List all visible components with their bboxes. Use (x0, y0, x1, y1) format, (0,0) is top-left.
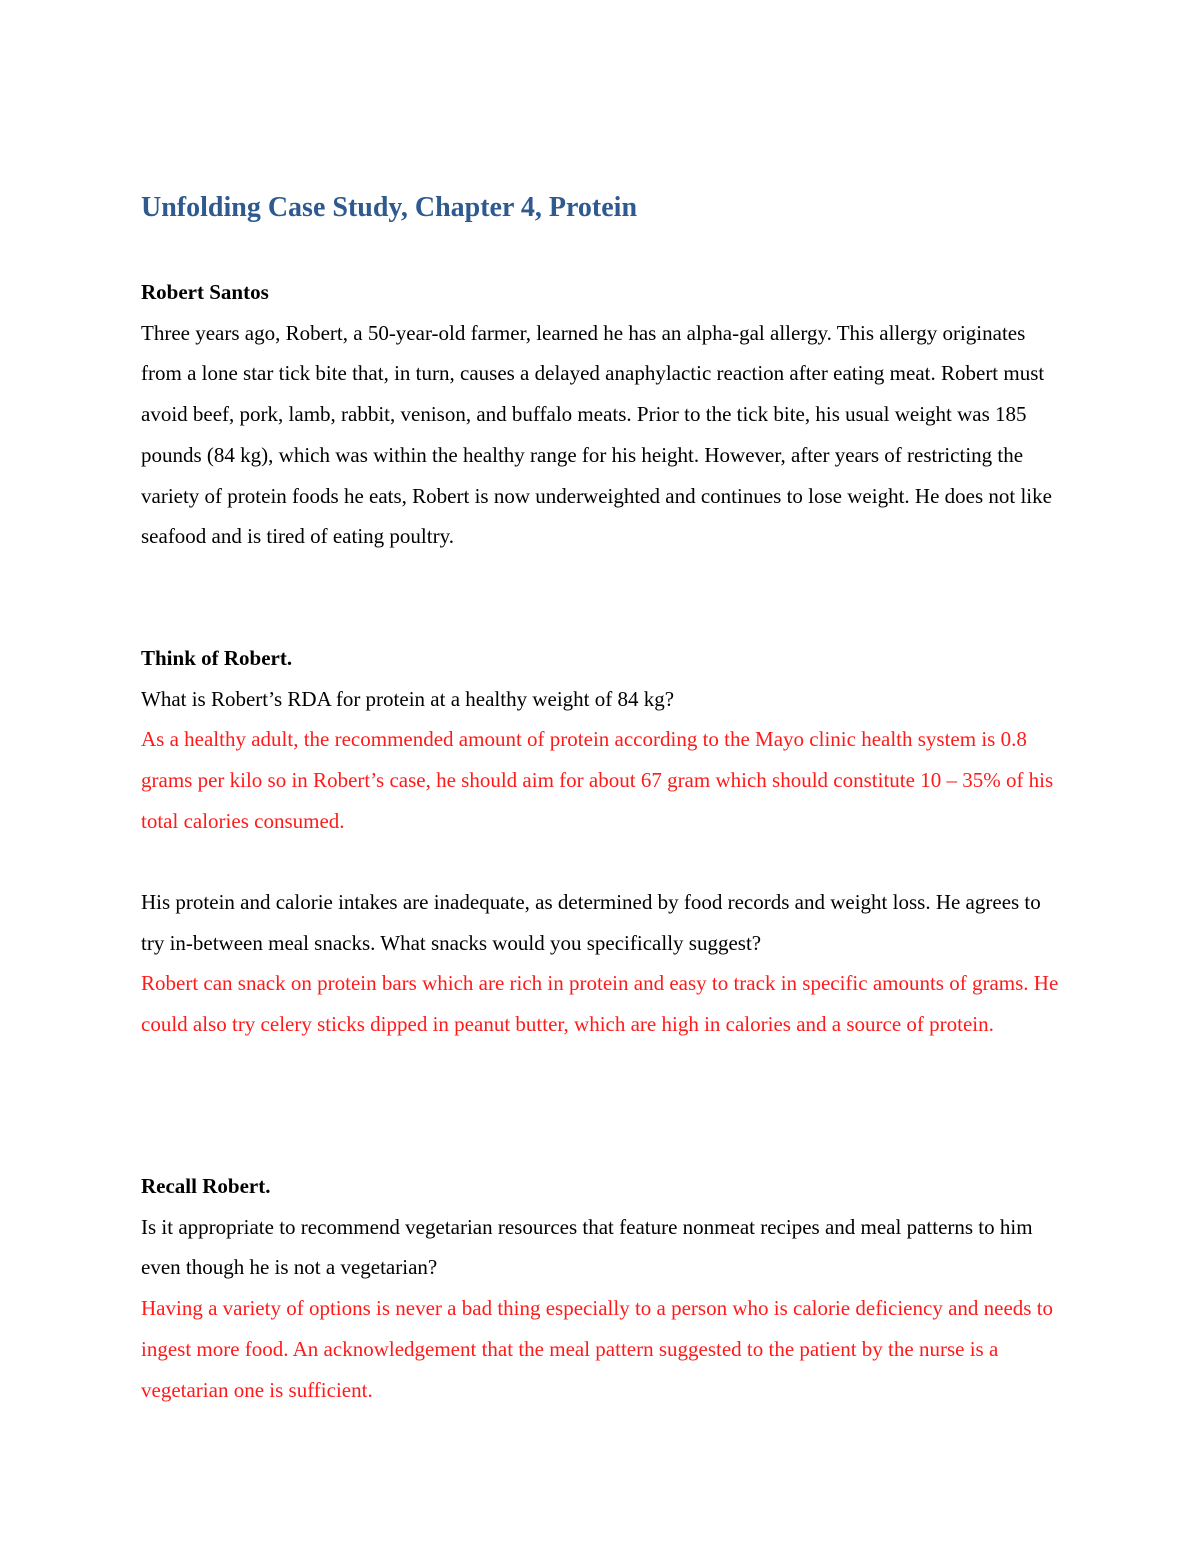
recall-heading: Recall Robert. (141, 1174, 271, 1198)
intro-heading: Robert Santos (141, 280, 269, 304)
recall-section (141, 1166, 1061, 1410)
intro-body: Three years ago, Robert, a 50-year-old farmer, learned he has an alpha-gal allergy. This allergy originates from a lone star tick bite that, in turn, causes a delayed anaphylactic reaction after eating meat. Robert must avoid beef, pork, lamb, rabbit, venison, and buffalo meats. Prior to the tick bite, his usual weight was 185 pounds (84 kg), which was within the healthy range for his height. However, after years of restricting the variety of protein foods he eats, Robert is now underweighted and continues to lose weight. He does not like seafood and is tired of eating poultry. (141, 320, 1052, 549)
intro-section (141, 272, 1061, 557)
snacks-section (141, 882, 1061, 1045)
think-heading: Think of Robert. (141, 646, 293, 670)
recall-question: Is it appropriate to recommend vegetarian resources that feature nonmeat recipes and meal patterns to him even though he is not a vegetarian? (141, 1214, 1033, 1280)
think-answer-2: Robert can snack on protein bars which are rich in protein and easy to track in specific amounts of grams. He could also try celery sticks dipped in peanut butter, which are high in calories and a source of protein. (141, 971, 1059, 1037)
think-question-1: What is Robert’s RDA for protein at a healthy weight of 84 kg? (141, 686, 675, 711)
think-answer-1: As a healthy adult, the recommended amount of protein according to the Mayo clinic health system is 0.8 grams per kilo so in Robert’s case, he should aim for about 67 gram which should constitute 10 – 35% of his total calories consumed. (141, 727, 1054, 833)
document-title: Unfolding Case Study, Chapter 4, Protein (141, 192, 638, 223)
think-question-2: His protein and calorie intakes are inadequate, as determined by food records and weight loss. He agrees to try in-between meal snacks. What snacks would you specifically suggest? (141, 890, 1041, 955)
recall-answer: Having a variety of options is never a bad thing especially to a person who is calorie deficiency and needs to ingest more food. An acknowledgement that the meal pattern suggested to the patient by the nurse is a vegetarian one is sufficient. (141, 1296, 1054, 1402)
think-section (141, 638, 1061, 842)
